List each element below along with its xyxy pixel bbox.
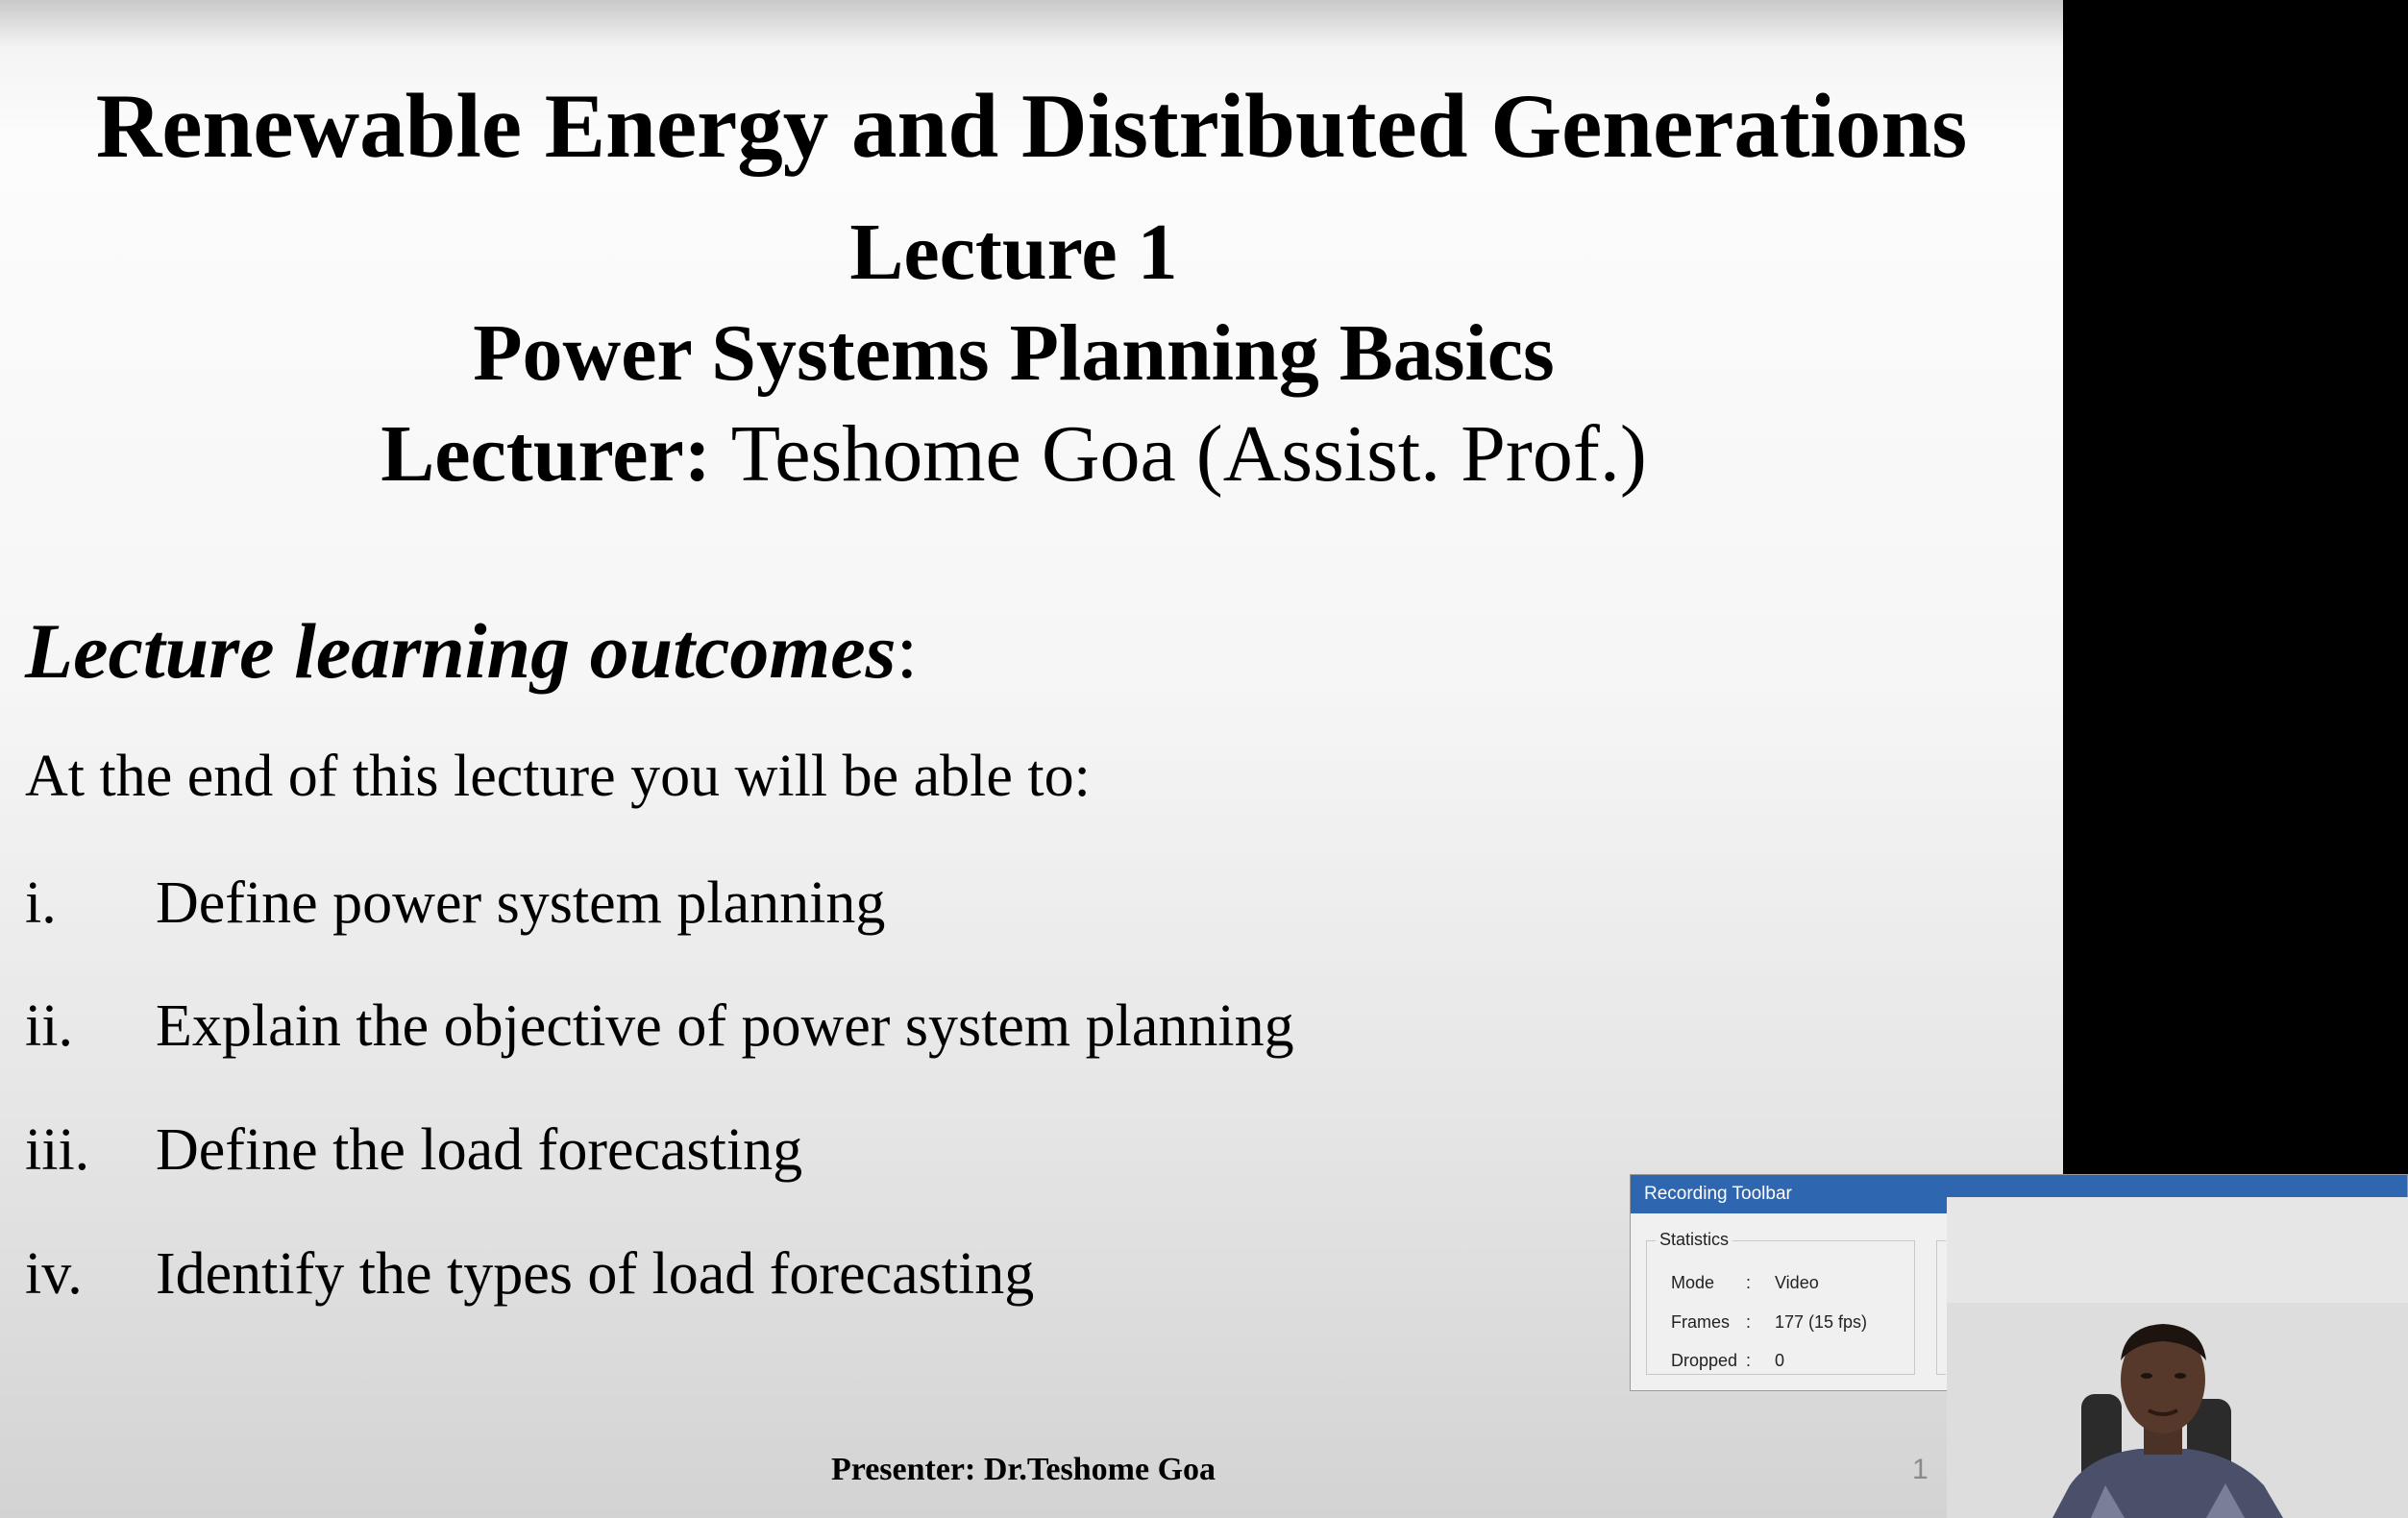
stat-separator: : [1746, 1273, 1752, 1292]
list-item-text: Define the load forecasting [156, 1117, 803, 1183]
stat-separator: : [1746, 1312, 1752, 1332]
list-item-number: iii. [25, 1117, 90, 1183]
lecturer-line [0, 406, 2027, 502]
stat-key: Mode [1671, 1273, 1715, 1292]
outcomes-colon: : [896, 607, 919, 695]
stat-value: 0 [1775, 1351, 1785, 1370]
page-number: 1 [1912, 1454, 1929, 1485]
stat-value: 177 (15 fps) [1775, 1312, 1868, 1332]
recording-toolbar-titlebar[interactable]: Recording Toolbar [1631, 1175, 2407, 1213]
presenter-webcam-icon [1947, 1197, 2408, 1518]
list-item-text: Explain the objective of power system planning [156, 993, 1294, 1059]
outcomes-heading [25, 603, 918, 699]
lecture-topic: Power Systems Planning Basics [473, 308, 1555, 398]
presenter-footer: Presenter: Dr.Teshome Goa [830, 1452, 1216, 1487]
stat-value: Video [1775, 1273, 1819, 1292]
statistics-group-label: Statistics [1656, 1229, 1732, 1250]
slide-title: Renewable Energy and Distributed Generations [95, 75, 1968, 177]
list-item-text: Identify the types of load forecasting [156, 1241, 1035, 1307]
stat-key: Dropped [1671, 1351, 1738, 1370]
list-item-number: i. [25, 870, 57, 936]
lecture-number: Lecture 1 [849, 208, 1178, 297]
stat-key: Frames [1671, 1312, 1731, 1332]
lecturer-label: Lecturer: [381, 409, 711, 499]
list-item-number: iv. [25, 1241, 83, 1307]
secondary-group [1936, 1240, 1946, 1375]
list-item-number: ii. [25, 993, 73, 1059]
lecturer-name: Teshome Goa (Assist. Prof.) [730, 409, 1647, 499]
presenter-webcam [1947, 1197, 2408, 1518]
list-item-text: Define power system planning [156, 870, 886, 936]
outcomes-heading-text: Lecture learning outcomes [25, 607, 897, 695]
outcomes-intro: At the end of this lecture you will be able to: [25, 744, 1091, 809]
stat-separator: : [1746, 1351, 1752, 1370]
